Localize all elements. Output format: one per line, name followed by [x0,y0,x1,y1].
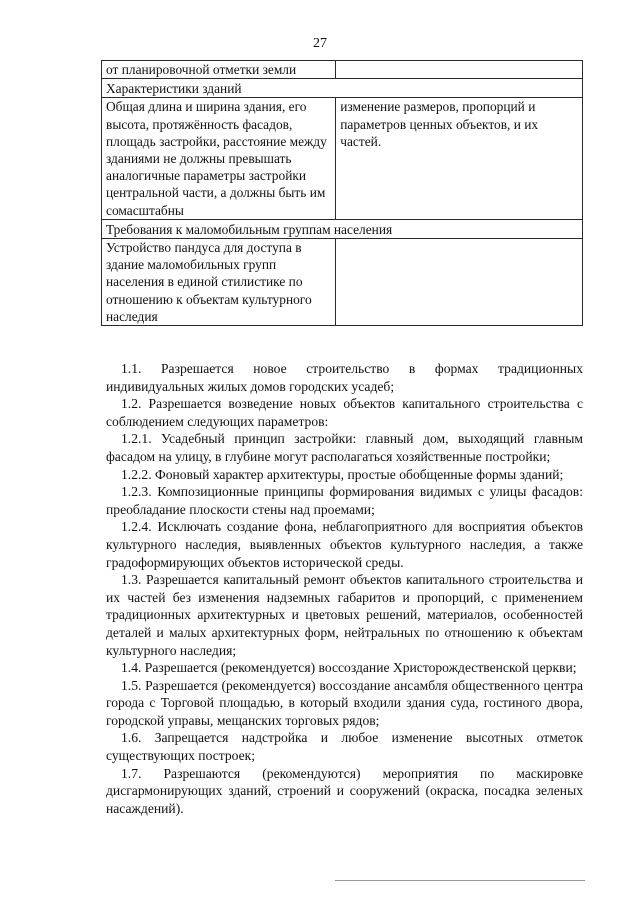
table-cell-right [336,61,583,79]
table-section-row [102,219,583,238]
paragraph-1-7: 1.7. Разрешаются (рекомендуются) мероприятия по маскировке дисгармонирующих зданий, строений и сооружений (окраска, посадка зеленых насаждений). [106,765,583,816]
paragraph-1-2-1: 1.2.1. Усадебный принцип застройки: главный дом, выходящий главным фасадом на улицу, в глубине могут располагаться хозяйственные постройки; [106,431,583,464]
table-cell-left: Общая длина и ширина здания, его высота, протяжённость фасадов, площадь застройки, расстояние между зданиями не должны превышать аналогичные параметры застройки центральной части, а должны быть им сомасштабны [102,98,336,219]
table-section-heading: Характеристики зданий [102,79,583,98]
body-text [106,360,583,817]
table-cell-left: Устройство пандуса для доступа в здание маломобильных групп населения в единой стилистике по отношению к объектам культурного наследия [102,239,336,326]
paragraph-1-2-3: 1.2.3. Композиционные принципы формирования видимых с улицы фасадов: преобладание плоскости стены над проемами; [106,484,583,517]
paragraph-1-4: 1.4. Разрешается (рекомендуется) воссоздание Христорождественской церкви; [121,660,577,676]
table-cell-right: изменение размеров, пропорций и параметров ценных объектов, и их частей. [336,98,583,219]
table-section-heading: Требования к маломобильным группам населения [102,219,583,238]
table-cell-left: от планировочной отметки земли [102,61,336,79]
page-number: 27 [313,36,327,51]
table-row [102,98,583,219]
paragraph-1-3: 1.3. Разрешается капитальный ремонт объектов капитального строительства и их частей без изменения надземных габаритов и пропорций, с применением традиционных архитектурных и цветовых решений, материалов, особенностей деталей и малых архитектурных форм, нейтральных по отношению к объектам культурного наследия; [106,572,583,658]
paragraph-1-2: 1.2. Разрешается возведение новых объектов капитального строительства с соблюдением следующих параметров: [106,396,583,429]
table-row [102,239,583,326]
table-cell-right [336,239,583,326]
paragraph-1-1: 1.1. Разрешается новое строительство в формах традиционных индивидуальных жилых домов городских усадеб; [106,361,583,394]
paragraph-1-2-4: 1.2.4. Исключать создание фона, неблагоприятного для восприятия объектов культурного наследия, выявленных объектов культурного наследия, а также градоформирующих объектов исторической среды. [106,519,583,570]
table-section-row [102,79,583,98]
paragraph-1-5: 1.5. Разрешается (рекомендуется) воссоздание ансамбля общественного центра города с Торговой площадью, в который входили здания суда, гостиного двора, городской управы, мещанских торговых рядов; [106,677,583,728]
table-row [102,61,583,79]
paragraph-1-6: 1.6. Запрещается надстройка и любое изменение высотных отметок существующих построек; [106,730,583,764]
paragraph-1-2-2: 1.2.2. Фоновый характер архитектуры, простые обобщенные формы зданий; [121,466,564,482]
requirements-table [101,60,583,326]
scan-edge-divider [335,880,585,881]
